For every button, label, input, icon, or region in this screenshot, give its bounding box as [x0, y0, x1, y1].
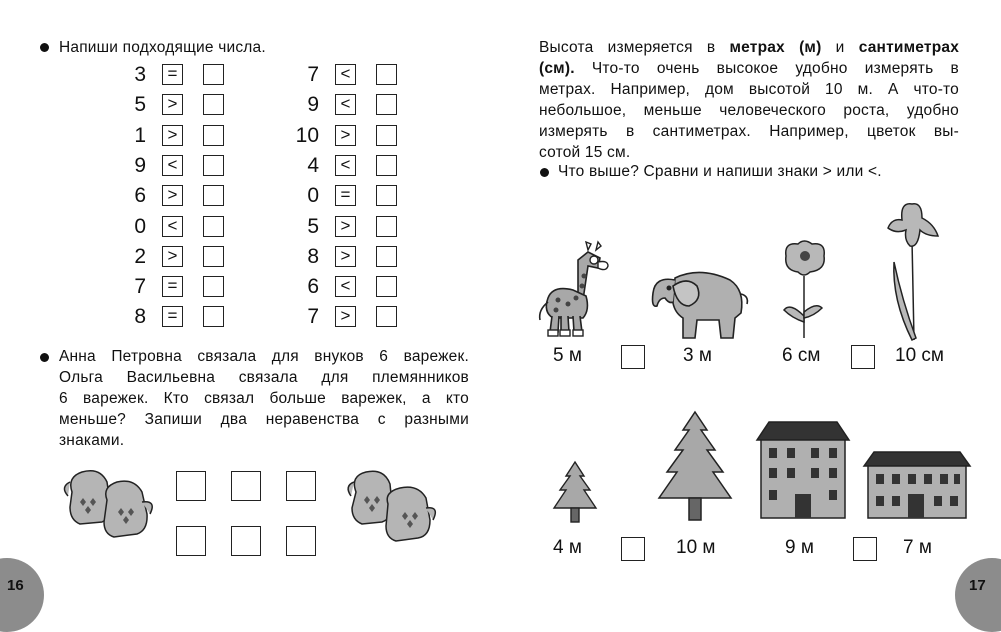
task2-line: меньше? Запиши два неравенства с разными: [59, 411, 469, 428]
given-number: 3: [134, 63, 146, 86]
number-answer-box[interactable]: [203, 216, 224, 237]
task2-line: знаками.: [59, 432, 125, 449]
mittens-left-icon: [62, 462, 162, 542]
bullet: [40, 43, 49, 52]
comparison-sign: <: [335, 64, 356, 85]
answer-box[interactable]: [286, 526, 316, 556]
given-number: 7: [134, 275, 146, 299]
term-cm: (см).: [539, 60, 575, 77]
page-tab: [955, 558, 1001, 632]
label-tall-house-height: 9 м: [785, 537, 814, 558]
task2-line: Ольга Васильевна связала для племянников: [59, 369, 469, 386]
page-tab: [0, 558, 44, 632]
task-instruction: Что выше? Сравни и напиши знаки > или <.: [558, 163, 882, 180]
small-tree-icon: [550, 460, 600, 526]
number-answer-box[interactable]: [203, 306, 224, 327]
number-answer-box[interactable]: [203, 155, 224, 176]
bullet: [540, 168, 549, 177]
intro-line: измерять в сантиметрах. Например, цветок вы-: [539, 123, 959, 140]
big-tree-icon: [655, 410, 735, 524]
answer-box[interactable]: [176, 526, 206, 556]
intro-line: [539, 37, 959, 58]
given-number: 2: [134, 244, 146, 268]
number-answer-box[interactable]: [203, 185, 224, 206]
comparison-sign: >: [162, 94, 183, 115]
given-number: 6: [307, 275, 319, 299]
comparison-sign: =: [162, 306, 183, 327]
intro-line: метрах. Например, дом высотой 10 м. А что-то: [539, 81, 959, 98]
compare-box[interactable]: [851, 345, 875, 369]
given-number: 0: [307, 184, 319, 208]
task2-line: 6 варежек. Кто связал больше варежек, а кто: [59, 390, 469, 407]
comparison-sign: <: [335, 155, 356, 176]
number-answer-box[interactable]: [376, 246, 397, 267]
elephant-icon: [645, 258, 755, 344]
number-answer-box[interactable]: [376, 306, 397, 327]
intro-paragraph: [539, 37, 959, 163]
tall-house-icon: [755, 420, 851, 520]
number-answer-box[interactable]: [376, 94, 397, 115]
mittens-right-icon: [344, 464, 444, 546]
answer-box[interactable]: [286, 471, 316, 501]
number-answer-box[interactable]: [376, 125, 397, 146]
given-number: 7: [307, 305, 319, 329]
label-low-house-height: 7 м: [903, 537, 932, 558]
compare-box[interactable]: [621, 345, 645, 369]
intro-text: Высота измеряется в: [539, 39, 730, 56]
comparison-sign: >: [335, 216, 356, 237]
given-number: 9: [307, 93, 319, 117]
intro-line: сотой 15 см.: [539, 144, 631, 161]
label-big-tree-height: 10 м: [676, 537, 716, 558]
answer-box[interactable]: [231, 471, 261, 501]
intro-text: Что-то очень высокое удобно измерять в: [574, 60, 959, 77]
term-meters: метрах (м): [729, 39, 822, 56]
given-number: 1: [134, 123, 146, 147]
giraffe-icon: [528, 220, 618, 340]
intro-line: [539, 58, 959, 79]
label-giraffe-height: 5 м: [553, 345, 582, 366]
number-answer-box[interactable]: [203, 64, 224, 85]
intro-line: небольшое, меньше человеческого роста, удобно: [539, 102, 959, 119]
comparison-sign: <: [162, 216, 183, 237]
comparison-sign: =: [162, 276, 183, 297]
comparison-sign: >: [335, 246, 356, 267]
number-answer-box[interactable]: [376, 185, 397, 206]
comparison-sign: <: [335, 276, 356, 297]
comparison-sign: >: [162, 125, 183, 146]
given-number: 10: [295, 123, 319, 147]
number-answer-box[interactable]: [203, 246, 224, 267]
number-answer-box[interactable]: [376, 276, 397, 297]
label-iris-height: 10 см: [895, 345, 944, 366]
given-number: 8: [307, 244, 319, 268]
given-number: 6: [134, 184, 146, 208]
comparison-sign: <: [162, 155, 183, 176]
number-answer-box[interactable]: [376, 155, 397, 176]
given-number: 5: [134, 93, 146, 117]
term-centimeters: сантиметрах: [858, 39, 960, 56]
number-answer-box[interactable]: [203, 276, 224, 297]
low-house-icon: [862, 450, 972, 520]
answer-box[interactable]: [231, 526, 261, 556]
label-poppy-height: 6 см: [782, 345, 821, 366]
page-number: 17: [969, 577, 986, 594]
task2-line: Анна Петровна связала для внуков 6 варежек.: [59, 348, 469, 365]
given-number: 4: [307, 153, 319, 177]
number-answer-box[interactable]: [376, 216, 397, 237]
compare-box[interactable]: [621, 537, 645, 561]
comparison-sign: <: [335, 94, 356, 115]
label-elephant-height: 3 м: [683, 345, 712, 366]
comparison-sign: =: [335, 185, 356, 206]
comparison-sign: >: [335, 306, 356, 327]
number-answer-box[interactable]: [203, 125, 224, 146]
comparison-sign: =: [162, 64, 183, 85]
compare-box[interactable]: [853, 537, 877, 561]
comparison-sign: >: [162, 246, 183, 267]
bullet: [40, 353, 49, 362]
task2-text: [59, 346, 469, 451]
given-number: 5: [307, 214, 319, 238]
answer-box[interactable]: [176, 471, 206, 501]
given-number: 0: [134, 214, 146, 238]
given-number: 7: [307, 63, 319, 86]
intro-text: и: [821, 39, 859, 56]
poppy-icon: [780, 238, 830, 342]
number-answer-box[interactable]: [376, 64, 397, 85]
iris-icon: [882, 200, 942, 342]
label-small-tree-height: 4 м: [553, 537, 582, 558]
given-number: 9: [134, 153, 146, 177]
comparison-sign: >: [335, 125, 356, 146]
page-number: 16: [7, 577, 24, 594]
given-number: 8: [134, 305, 146, 329]
task1-instruction: Напиши подходящие числа.: [59, 39, 266, 56]
number-answer-box[interactable]: [203, 94, 224, 115]
comparison-sign: >: [162, 185, 183, 206]
